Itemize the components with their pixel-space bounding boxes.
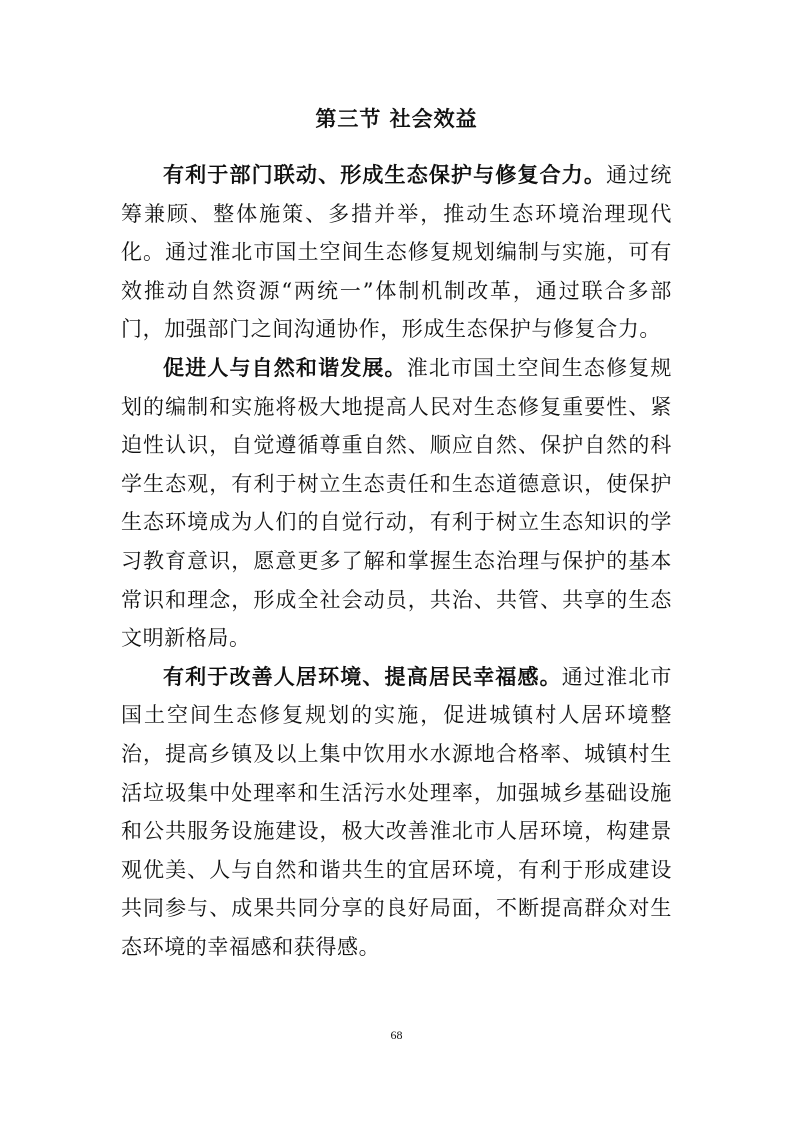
- section-body: [121, 156, 672, 966]
- paragraph-lead: 促进人与自然和谐发展。: [163, 355, 407, 380]
- paragraph-lead: 有利于部门联动、形成生态保护与修复合力。: [163, 163, 607, 187]
- paragraph-text: 通过统筹兼顾、整体施策、多措并举，推动生态环境治理现代化。通过淮北市国土空间生态修复规划编制与实施，可有效推动自然资源“两统一”体制机制改革，通过联合多部门，加强部门之间沟通协作，形成生态保护与修复合力。: [121, 163, 672, 342]
- paragraph-lead: 有利于改善人居环境、提高居民幸福感。: [163, 664, 562, 689]
- paragraph-text: 通过淮北市国土空间生态修复规划的实施，促进城镇村人居环境整治，提高乡镇及以上集中饮用水水源地合格率、城镇村生活垃圾集中处理率和生活污水处理率，加强城乡基础设施和公共服务设施建设，极大改善淮北市人居环境，构建景观优美、人与自然和谐共生的宜居环境，有利于形成建设共同参与、成果共同分享的良好局面，不断提高群众对生态环境的幸福感和获得感。: [121, 664, 672, 959]
- paragraph-harmony: [121, 349, 672, 658]
- paragraph-department-linkage: [121, 156, 672, 349]
- paragraph-text: 淮北市国土空间生态修复规划的编制和实施将极大地提高人民对生态修复重要性、紧迫性认识，自觉遵循尊重自然、顺应自然、保护自然的科学生态观，有利于树立生态责任和生态道德意识，使保护生态环境成为人们的自觉行动，有利于树立生态知识的学习教育意识，愿意更多了解和掌握生态治理与保护的基本常识和理念，形成全社会动员，共治、共管、共享的生态文明新格局。: [121, 355, 672, 651]
- section-title: 第三节 社会效益: [315, 107, 478, 131]
- page-number: 68: [390, 1028, 403, 1042]
- paragraph-living-environment: [121, 658, 672, 967]
